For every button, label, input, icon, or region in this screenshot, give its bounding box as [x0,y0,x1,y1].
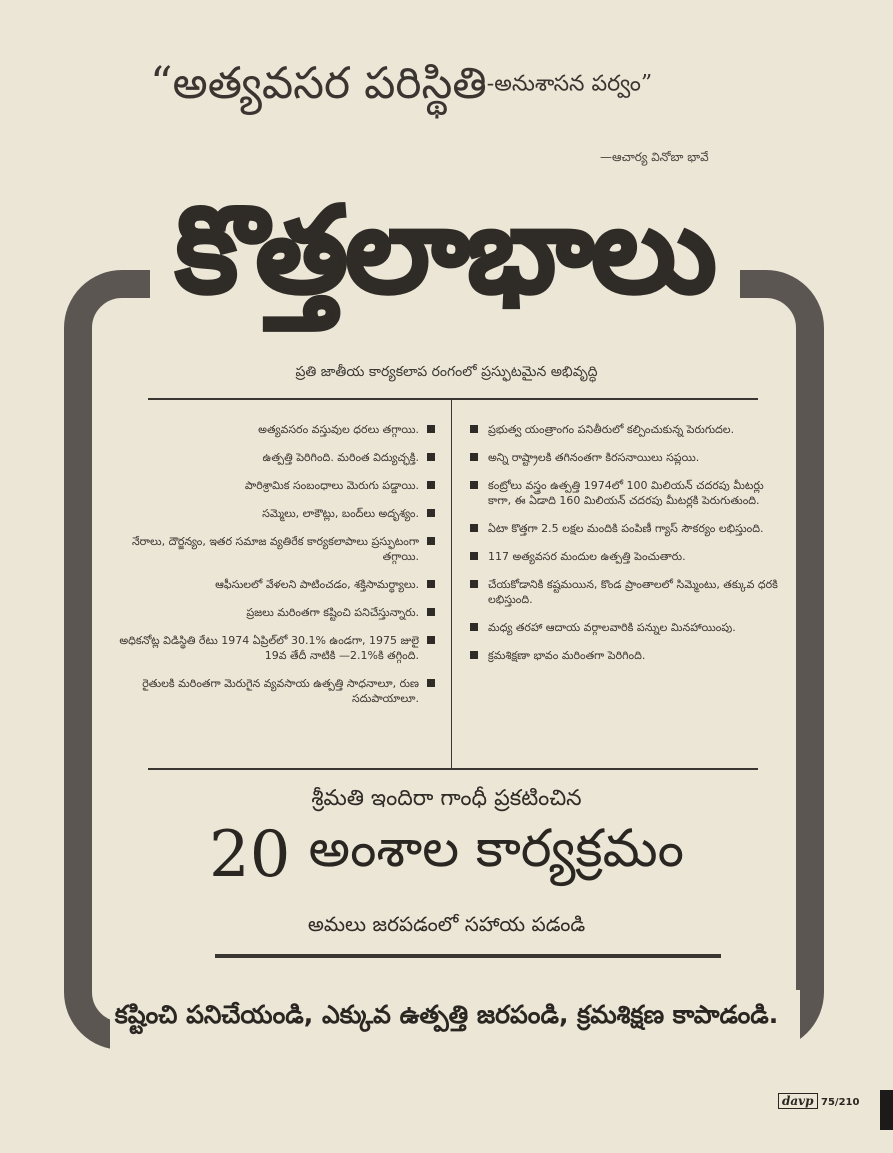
quote-main-text: అత్యవసర పరిస్థితి [172,58,487,109]
bullet-icon [427,481,435,489]
list-item: అత్యవసరం వస్తువుల ధరలు తగ్గాయి. [100,422,435,437]
list-item: రైతులకి మరింతగా మెరుగైన వ్యవసాయ ఉత్పత్తి సాధనాలూ, రుణ సదుపాయాలూ. [100,676,435,706]
headline: కొత్తలాభాలు [175,181,715,319]
publisher-mark [778,1094,859,1108]
program-number: 20 [209,818,291,892]
list-item: ప్రజలు మరింతగా కష్టించి పనిచేస్తున్నారు. [100,605,435,620]
list-item: ప్రభుత్వ యంత్రాంగం పనితీరులో కల్పించుకున్న పెరుగుదల. [470,422,790,437]
page-edge-shadow [880,1090,893,1130]
bullet-icon [470,651,478,659]
bullet-icon [427,509,435,517]
bullet-icon [427,580,435,588]
left-benefits-list [100,422,435,719]
bullet-icon [470,623,478,631]
bullet-icon [427,636,435,644]
top-divider [148,398,758,400]
footer-slogan: కష్టించి పనిచేయండి, ఎక్కువ ఉత్పత్తి జరపండి, క్రమశిక్షణ కాపాడండి. [114,1000,779,1029]
middle-divider [148,768,758,770]
promo-line-3: అమలు జరపడంలో సహాయ పడండి [307,912,586,936]
list-item: నేరాలు, దౌర్జన్యం, ఇతర సమాజ వ్యతిరేక కార్యకలాపాలు ప్రస్ఫుటంగా తగ్గాయి. [100,534,435,564]
promo-program-title [0,818,893,892]
quote-attribution: —ఆచార్య వినోబా భావే [600,150,709,164]
list-item: క్రమశిక్షణా భావం మరింతగా పెరిగింది. [470,648,790,663]
list-item: చేయకోడానికి కష్టమయిన, కొండ ప్రాంతాలలో సిమ్మెంటు, తక్కువ ధరకి లభిస్తుంది. [470,577,790,607]
column-divider [451,400,452,768]
quote-open-mark: “ [150,58,173,109]
promo-underline [215,954,721,958]
bullet-icon [427,453,435,461]
bullet-icon [470,524,478,532]
publisher-code: 75/210 [821,1097,860,1108]
promo-line-1: శ్రీమతి ఇందిరా గాంధీ ప్రకటించిన [311,786,582,811]
quote-suffix-text: -అనుశాసన పర్వం” [486,71,653,97]
bullet-icon [470,425,478,433]
list-item: అధికనోట్ల విడిస్థితి రేటు 1974 ఏప్రిల్‌లో 30.1% ఉండగా, 1975 జులై 19వ తేదీ నాటికి —2.1%కి తగ్గింది. [100,633,435,663]
subheadline: ప్రతి జాతీయ కార్యకలాప రంగంలో ప్రస్ఫుటమైన అభివృద్ధి [295,364,598,380]
bullet-icon [427,537,435,545]
list-item: ఏటా కొత్తగా 2.5 లక్షల మందికి పంపిణీ గ్యాస్ సౌకర్యం లభిస్తుంది. [470,521,790,536]
bullet-icon [427,608,435,616]
list-item: సమ్మెలు, లాకౌట్లు, బంద్‌లు అదృశ్యం. [100,506,435,521]
bullet-icon [427,425,435,433]
davp-logo: davp [778,1093,818,1109]
list-item: పారిశ్రామిక సంబంధాలు మెరుగు పడ్డాయి. [100,478,435,493]
list-item: ఉత్పత్తి పెరిగింది. మరింత విద్యుచ్ఛక్తి. [100,450,435,465]
bullet-icon [470,552,478,560]
bullet-icon [470,453,478,461]
list-item: మధ్య తరహా ఆదాయ వర్గాలవారికి పన్నుల మినహాయింపు. [470,620,790,635]
bullet-icon [470,580,478,588]
list-item: అన్ని రాష్ట్రాలకి తగినంతగా కిరసనాయిలు సప్లయి. [470,450,790,465]
bullet-icon [427,679,435,687]
list-item: కంట్రోలు వస్త్రం ఉత్పత్తి 1974లో 100 మిలియన్ చదరపు మీటర్లు కాగా, ఈ ఏడాది 160 మిలియన్ చదరపు మీటర్లకి పెరుగుతుంది. [470,478,790,508]
right-benefits-list [470,422,790,676]
bullet-icon [470,481,478,489]
program-title-text: అంశాల కార్యక్రమం [308,818,684,879]
list-item: 117 అత్యవసర మందుల ఉత్పత్తి పెంచుతారు. [470,549,790,564]
list-item: ఆఫీసులలో వేళలని పాటించడం, శక్తిసామర్థ్యాలు. [100,577,435,592]
header-quote [150,58,790,120]
